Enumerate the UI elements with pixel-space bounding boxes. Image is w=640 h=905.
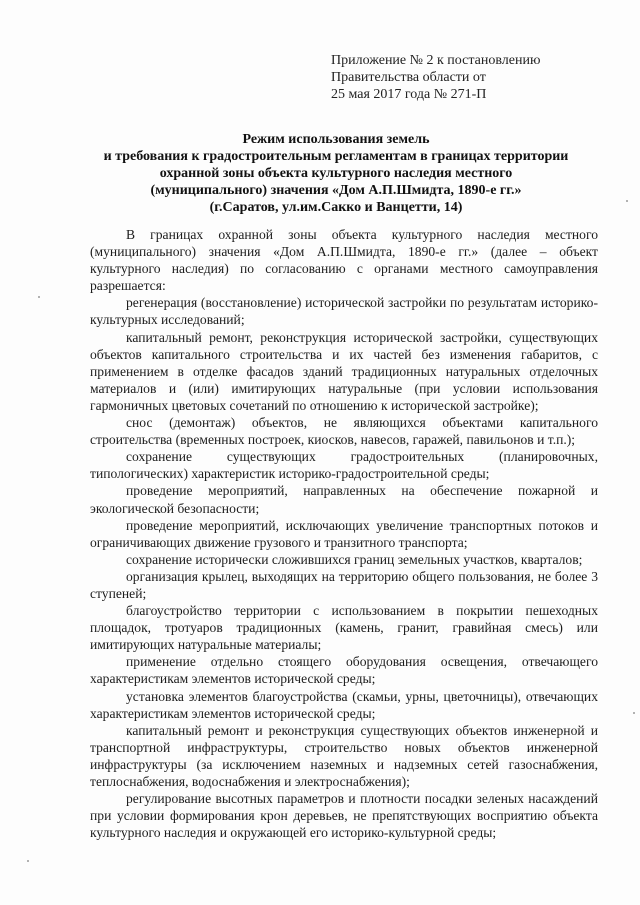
list-item: капитальный ремонт и реконструкция существующих объектов инженерной и транспортной инфраструктуры, строительство новых объектов инженерной инфраструктуры (за исключением наземных и надземных сетей газоснабжения, теплоснабжения, водоснабжения и электроснабжения); (90, 722, 598, 789)
scan-speck (38, 296, 40, 298)
appendix-header (331, 52, 621, 103)
list-item: проведение мероприятий, исключающих увеличение транспортных потоков и ограничивающих движение грузового и транзитного транспорта; (90, 517, 598, 550)
list-item: капитальный ремонт, реконструкция исторической застройки, существующих объектов капитального строительства и их частей без изменения габаритов, с применением в отделке фасадов зданий традиционных натуральных отделочных материалов и (или) имитирующих натуральные (при условии использования гармоничных цветовых сочетаний по отношению к исторической застройке); (90, 329, 598, 413)
appendix-line-3: 25 мая 2017 года № 271-П (331, 87, 487, 102)
intro-paragraph: В границах охранной зоны объекта культурного наследия местного (муниципального) значения «Дом А.П.Шмидта, 1890-е гг.» (далее – объект культурного наследия) по согласованию с органами местного самоуправления разрешается: (90, 227, 598, 294)
list-item: благоустройство территории с использованием в покрытии пешеходных площадок, тротуаров традиционных (камень, гранит, гравийная смесь) или имитирующих натуральные материалы; (90, 603, 598, 653)
appendix-line-1: Приложение № 2 к постановлению (331, 53, 541, 68)
list-item: снос (демонтаж) объектов, не являющихся объектами капитального строительства (временных построек, киосков, навесов, гаражей, павильонов и т.п.); (90, 415, 598, 448)
appendix-line-2: Правительства области от (331, 70, 486, 85)
title-line-1: Режим использования земель (242, 132, 430, 147)
list-item: сохранение существующих градостроительных (планировочных, типологических) характеристик историко-градостроительной среды; (90, 449, 598, 482)
list-item: организация крылец, выходящих на территорию общего пользования, не более 3 ступеней; (90, 568, 598, 601)
list-item: установка элементов благоустройства (скамьи, урны, цветочницы), отвечающих характеристикам элементов исторической среды; (90, 688, 598, 721)
document-title (76, 131, 596, 216)
title-line-3: охранной зоны объекта культурного наследия местного (159, 166, 513, 181)
scan-speck (633, 712, 635, 714)
title-line-5: (г.Саратов, ул.им.Сакко и Ванцетти, 14) (209, 200, 463, 215)
title-line-4: (муниципального) значения «Дом А.П.Шмидта, 1890-е гг.» (150, 183, 522, 198)
document-body (90, 226, 598, 841)
list-item: проведение мероприятий, направленных на обеспечение пожарной и экологической безопасности; (90, 483, 598, 516)
scan-speck (27, 860, 29, 862)
scan-speck (626, 200, 628, 202)
title-line-2: и требования к градостроительным регламентам в границах территории (103, 149, 569, 164)
list-item: регулирование высотных параметров и плотности посадки зеленых насаждений при условии формирования крон деревьев, не препятствующих восприятию объекта культурного наследия и окружающей его историко-культурной среды; (90, 791, 598, 841)
list-item: сохранение исторически сложившихся границ земельных участков, кварталов; (126, 551, 583, 567)
list-item: применение отдельно стоящего оборудования освещения, отвечающего характеристикам элементов исторической среды; (90, 654, 598, 687)
list-item: регенерация (восстановление) исторической застройки по результатам историко-культурных исследований; (90, 295, 598, 328)
